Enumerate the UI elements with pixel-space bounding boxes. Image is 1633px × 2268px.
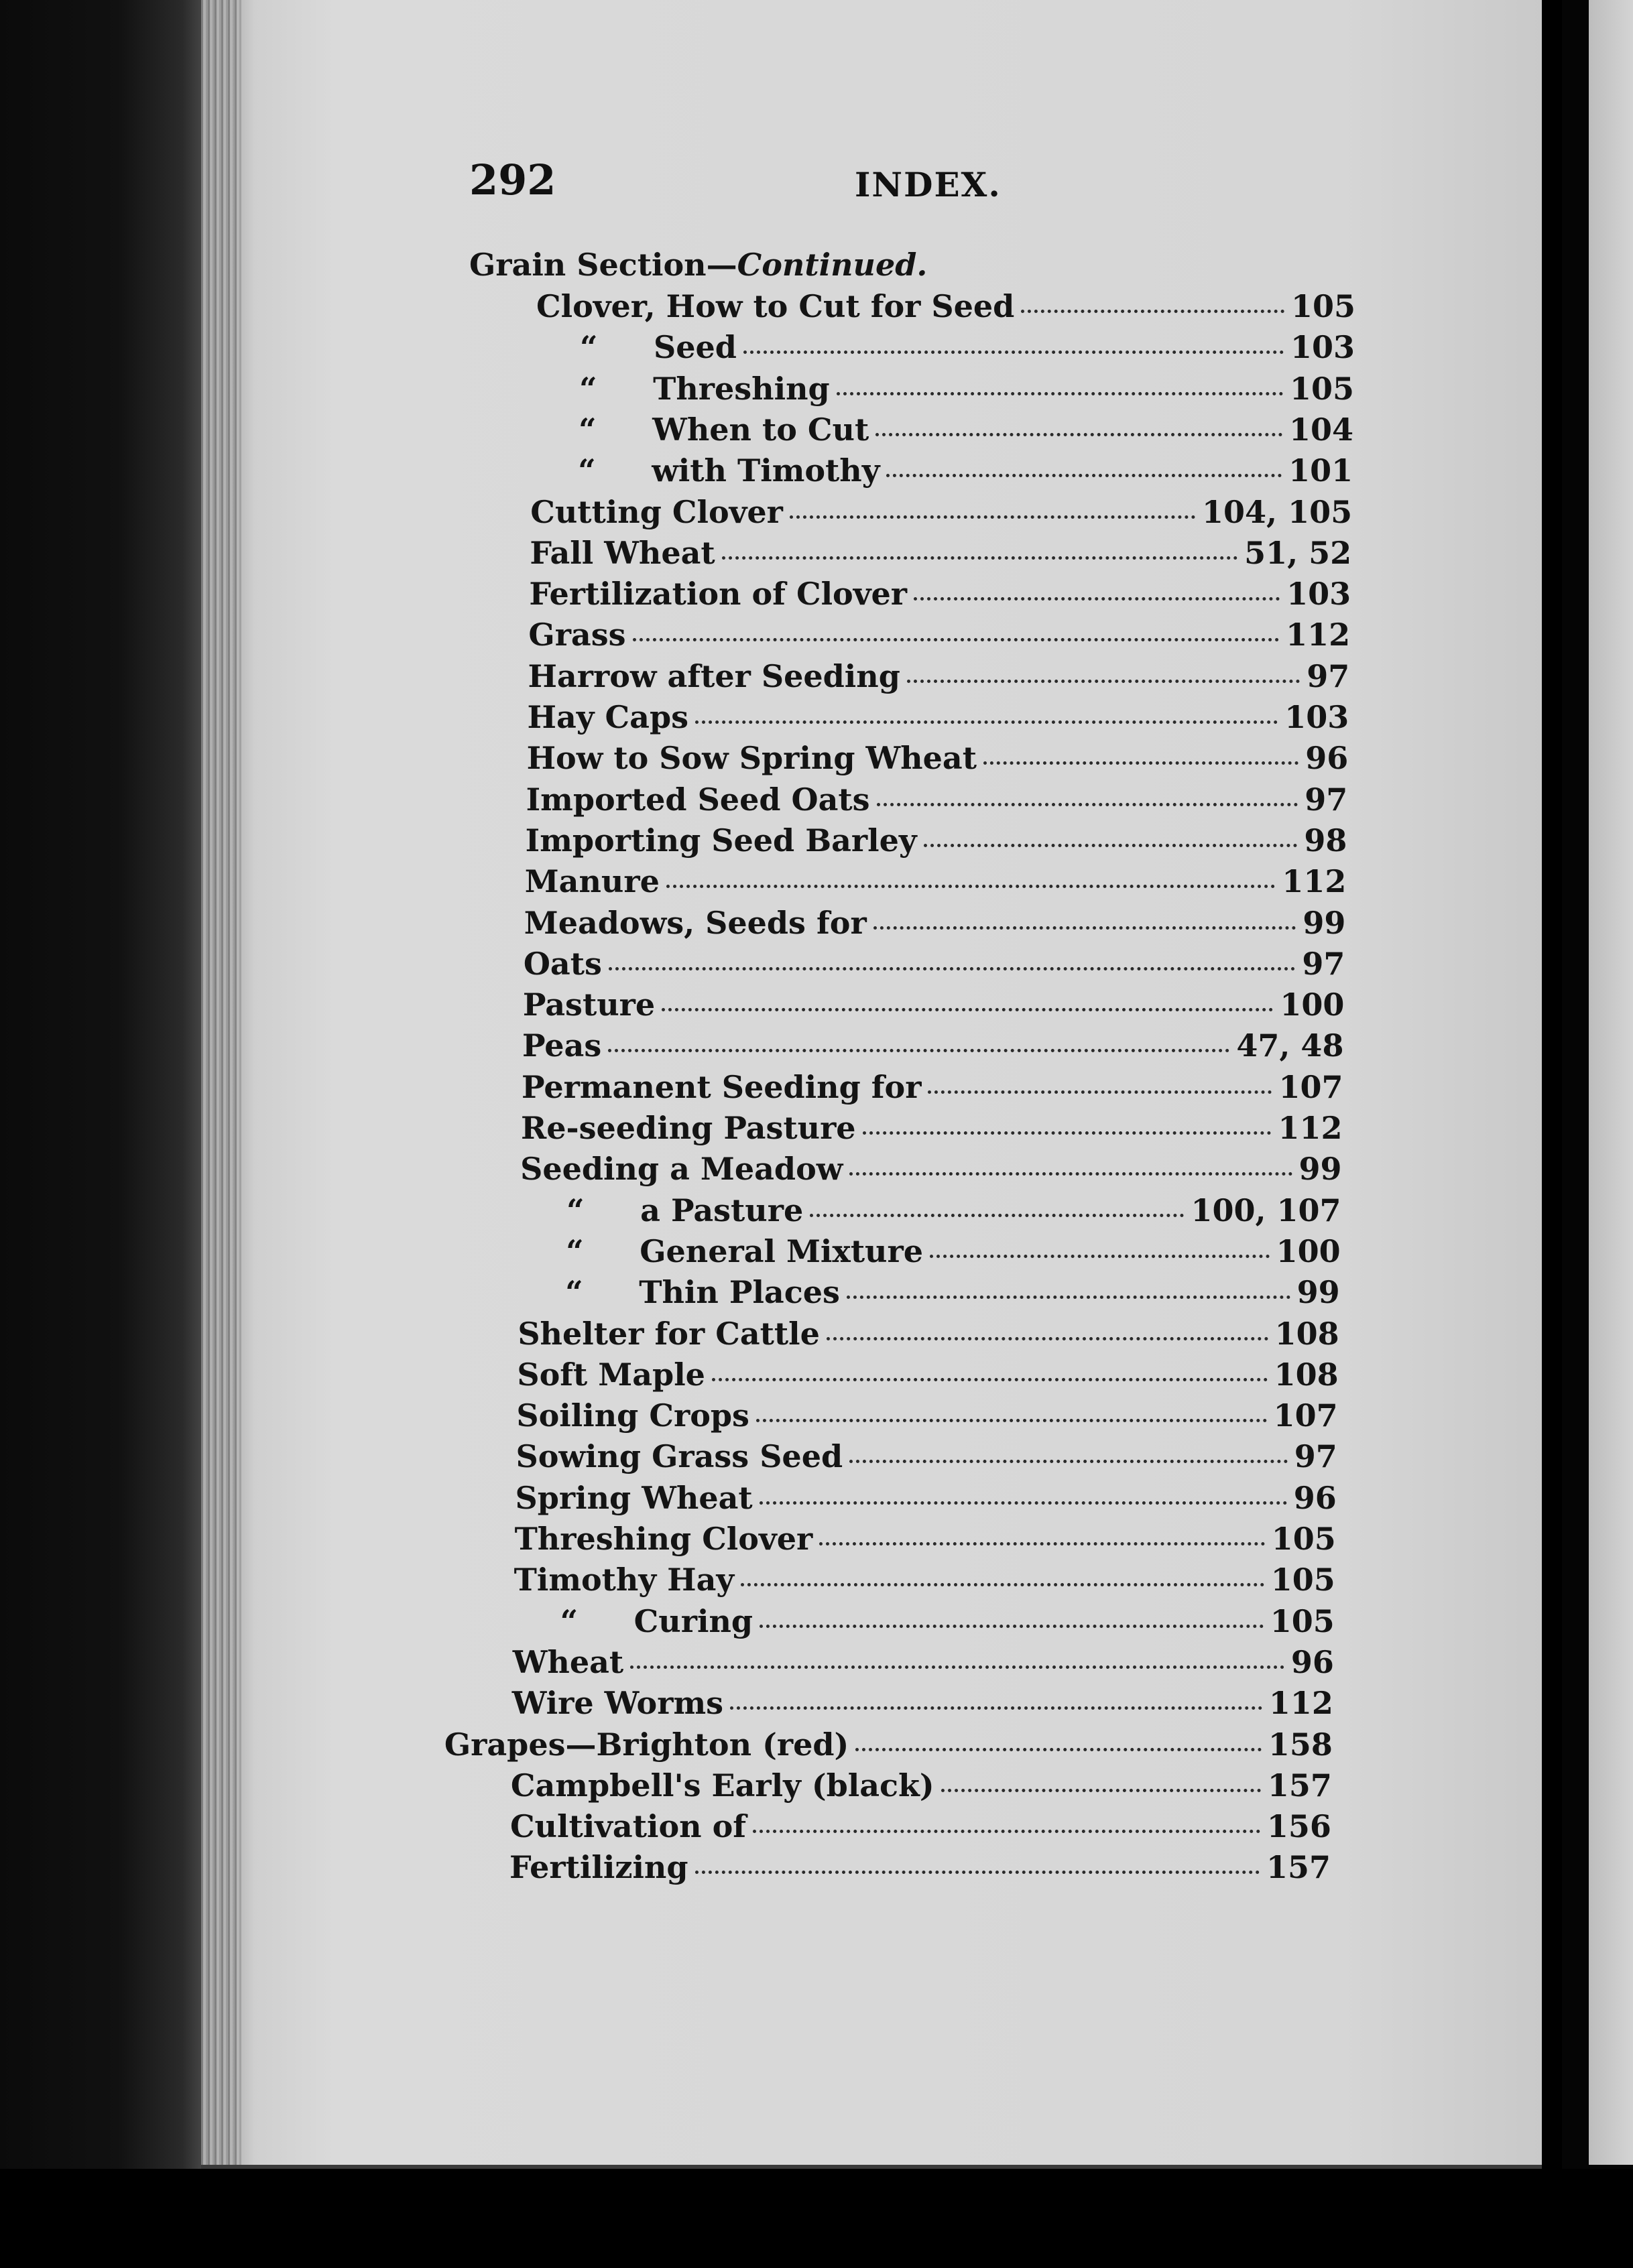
- index-entry: [516, 1438, 1337, 1478]
- entry-text: Soft Maple: [517, 1356, 705, 1393]
- ditto-mark: “: [560, 1602, 579, 1639]
- entry-label: [526, 822, 917, 859]
- index-entry: [528, 658, 1349, 698]
- entry-pages: 97: [1307, 657, 1350, 694]
- entry-pages: 112: [1282, 863, 1347, 900]
- entry-pages: 112: [1286, 617, 1351, 653]
- ditto-mark: “: [566, 1192, 585, 1228]
- entry-label: [522, 1069, 921, 1105]
- entry-label: [531, 452, 880, 489]
- index-entry: [532, 412, 1353, 452]
- entry-label: [520, 1192, 803, 1228]
- entry-label: [519, 1233, 923, 1269]
- entry-pages: 97: [1302, 945, 1345, 982]
- index-entry: [511, 1767, 1332, 1808]
- entry-text: Fertilizing: [509, 1849, 688, 1886]
- entry-pages: 157: [1267, 1767, 1332, 1804]
- index-entry: [536, 288, 1355, 328]
- entry-text: Hay Caps: [527, 699, 689, 735]
- index-entry: [517, 1357, 1338, 1397]
- entry-label: [518, 1316, 820, 1352]
- entry-pages: 47, 48: [1236, 1027, 1344, 1064]
- dot-leader: [875, 433, 1282, 436]
- entry-pages: 96: [1290, 1643, 1334, 1680]
- dot-leader: [741, 1583, 1264, 1586]
- entry-pages: 157: [1266, 1849, 1331, 1886]
- entry-text: Fall Wheat: [530, 534, 715, 571]
- entry-pages: 112: [1278, 1110, 1343, 1146]
- index-entry: [444, 1726, 1333, 1767]
- index-entry: [512, 1685, 1333, 1725]
- entry-text: Pasture: [522, 987, 656, 1023]
- index-entry: [520, 1192, 1341, 1233]
- dot-leader: [810, 1214, 1184, 1217]
- index-entry: [518, 1274, 1339, 1314]
- scan-bottom-margin: [0, 2169, 1633, 2268]
- index-entry: [520, 1151, 1341, 1191]
- dot-leader: [855, 1748, 1262, 1751]
- dot-leader: [886, 474, 1282, 477]
- entry-label: [513, 1603, 753, 1639]
- entry-label: [527, 740, 977, 776]
- entry-label: [528, 617, 625, 653]
- dot-leader: [630, 1665, 1284, 1669]
- entry-label: [528, 699, 689, 735]
- dot-leader: [877, 803, 1298, 806]
- entry-text: Thin Places: [639, 1274, 840, 1311]
- entry-pages: 99: [1296, 1274, 1340, 1311]
- entry-label: [524, 946, 602, 982]
- ditto-mark: “: [565, 1274, 583, 1311]
- index-entry: [516, 1397, 1337, 1438]
- entry-text: Seed: [654, 329, 737, 366]
- index-entry: [529, 576, 1351, 616]
- entry-pages: 99: [1298, 1151, 1342, 1188]
- index-entry: [523, 987, 1345, 1027]
- index-entry: [519, 1233, 1340, 1273]
- dot-leader: [712, 1378, 1268, 1381]
- entry-text: Peas: [522, 1027, 602, 1064]
- index-entry: [528, 617, 1350, 657]
- entry-pages: 101: [1288, 452, 1353, 489]
- index-entry: [531, 452, 1353, 493]
- dot-leader: [662, 1008, 1273, 1011]
- entry-pages: 103: [1286, 576, 1351, 613]
- dot-leader: [928, 1090, 1272, 1094]
- entry-text: Cultivation of: [509, 1808, 747, 1845]
- index-entry: [524, 946, 1345, 986]
- entry-text: Soiling Crops: [516, 1397, 749, 1434]
- entry-text: Shelter for Cattle: [518, 1315, 820, 1352]
- entry-label: [516, 1397, 749, 1434]
- entry-label: [520, 1151, 843, 1187]
- dot-leader: [633, 638, 1280, 641]
- entry-pages: 105: [1270, 1562, 1335, 1598]
- entry-label: [517, 1357, 705, 1393]
- entry-label: [526, 781, 870, 818]
- entry-text: Wheat: [512, 1643, 624, 1680]
- entry-pages: 105: [1270, 1602, 1335, 1639]
- index-entry: [515, 1521, 1336, 1561]
- entry-text: Oats: [523, 945, 602, 982]
- entry-pages: 112: [1268, 1685, 1333, 1722]
- entry-pages: 158: [1268, 1726, 1333, 1763]
- dot-leader: [760, 1625, 1264, 1628]
- index-entry: [510, 1808, 1331, 1848]
- entry-text: Spring Wheat: [515, 1479, 753, 1516]
- entry-pages: 97: [1305, 781, 1348, 818]
- index-entry: [516, 1480, 1337, 1520]
- dot-leader: [609, 967, 1296, 970]
- index-entry: [522, 1069, 1343, 1109]
- dot-leader: [1021, 310, 1284, 313]
- entry-text: Imported Seed Oats: [526, 781, 870, 818]
- dot-leader: [760, 1501, 1287, 1505]
- index-entry: [513, 1603, 1335, 1643]
- dot-leader: [849, 1172, 1292, 1176]
- entry-text: Fertilization of Clover: [529, 576, 907, 613]
- page-title: INDEX.: [855, 165, 1002, 204]
- index-entry: [524, 905, 1346, 945]
- dot-leader: [873, 926, 1296, 930]
- entry-text: with Timothy: [652, 452, 880, 489]
- entry-text: General Mixture: [640, 1233, 924, 1269]
- ditto-mark: “: [566, 1233, 584, 1269]
- entry-text: Importing Seed Barley: [525, 822, 917, 859]
- entry-label: [524, 905, 867, 941]
- entry-pages: 51, 52: [1244, 534, 1352, 571]
- dot-leader: [756, 1419, 1267, 1422]
- entry-label: [532, 412, 869, 448]
- entry-label: [536, 288, 1014, 324]
- entry-text: Wire Worms: [511, 1685, 724, 1722]
- index-entry: [521, 1110, 1342, 1150]
- dot-leader: [819, 1542, 1265, 1546]
- entry-label: [523, 987, 655, 1023]
- index-entry: [526, 822, 1347, 863]
- dot-leader: [847, 1296, 1290, 1299]
- index-entry: [514, 1562, 1335, 1602]
- entry-text: Manure: [524, 863, 660, 900]
- dot-leader: [666, 885, 1275, 888]
- index-entry: [526, 781, 1348, 822]
- index-entry: [522, 1027, 1344, 1068]
- dot-leader: [941, 1789, 1261, 1792]
- entry-pages: 107: [1278, 1068, 1343, 1105]
- dot-leader: [730, 1706, 1262, 1710]
- ditto-mark: “: [579, 411, 597, 448]
- dot-leader: [827, 1337, 1268, 1340]
- entry-text: Seeding a Meadow: [520, 1151, 843, 1188]
- entry-pages: 105: [1271, 1521, 1336, 1557]
- entry-text: When to Cut: [652, 411, 869, 448]
- index-entry: [532, 371, 1354, 411]
- entry-label: [529, 576, 907, 612]
- entry-text: Permanent Seeding for: [522, 1068, 922, 1105]
- entry-pages: 103: [1284, 699, 1349, 735]
- entry-pages: 107: [1273, 1397, 1338, 1434]
- entry-text: Re-seeding Pasture: [521, 1110, 856, 1146]
- entry-text: Threshing: [653, 370, 830, 407]
- entry-text: Timothy Hay: [513, 1562, 735, 1598]
- entry-text: Cutting Clover: [530, 493, 783, 530]
- entry-pages: 105: [1290, 370, 1355, 407]
- dot-leader: [608, 1049, 1229, 1052]
- index-entry: [530, 535, 1351, 575]
- entry-text: Clover, How to Cut for Seed: [536, 288, 1015, 324]
- dot-leader: [753, 1830, 1260, 1833]
- entry-pages: 100: [1280, 987, 1345, 1023]
- entry-pages: 108: [1274, 1315, 1339, 1352]
- entry-label: [525, 863, 660, 899]
- entry-pages: 100: [1276, 1233, 1341, 1269]
- index-entry: [525, 863, 1347, 903]
- entry-text: Curing: [633, 1602, 753, 1639]
- dot-leader: [863, 1131, 1272, 1135]
- entry-pages: 156: [1266, 1808, 1331, 1845]
- dot-leader: [983, 761, 1298, 765]
- dot-leader: [930, 1255, 1270, 1258]
- ditto-mark: “: [578, 452, 596, 489]
- ditto-mark: “: [580, 329, 598, 366]
- entry-pages: 98: [1304, 822, 1347, 859]
- entry-text: Meadows, Seeds for: [524, 904, 867, 941]
- entry-text: How to Sow Spring Wheat: [526, 740, 977, 777]
- dot-leader: [695, 1871, 1260, 1874]
- dot-leader: [914, 597, 1280, 601]
- entry-pages: 108: [1274, 1356, 1339, 1393]
- entry-label: [444, 1726, 849, 1763]
- index-entry: [513, 1644, 1334, 1684]
- entry-label: [530, 535, 715, 571]
- entry-label: [518, 1274, 840, 1310]
- dot-leader: [837, 392, 1283, 395]
- ditto-mark: “: [579, 370, 597, 407]
- entry-text: Sowing Grass Seed: [516, 1438, 843, 1475]
- entry-label: [512, 1685, 723, 1721]
- dot-leader: [695, 720, 1278, 724]
- entry-pages: 96: [1305, 740, 1349, 777]
- entry-pages: 99: [1303, 904, 1346, 941]
- entry-label: [513, 1644, 623, 1680]
- entry-label: [528, 658, 900, 694]
- entry-label: [515, 1521, 813, 1557]
- entry-label: [522, 1027, 601, 1064]
- entry-pages: 105: [1290, 288, 1355, 324]
- entry-label: [511, 1767, 934, 1804]
- section-name: Grain Section—Continued.: [469, 247, 928, 283]
- entry-label: [533, 329, 737, 365]
- entry-label: [532, 371, 830, 407]
- entry-pages: 103: [1290, 329, 1355, 366]
- dot-leader: [722, 556, 1237, 560]
- entry-text: a Pasture: [640, 1192, 804, 1228]
- entry-text: Harrow after Seeding: [528, 657, 900, 694]
- entry-label: [509, 1849, 688, 1885]
- dot-leader: [849, 1460, 1288, 1463]
- entry-label: [514, 1562, 735, 1598]
- entry-pages: 97: [1294, 1438, 1337, 1475]
- index-entry: [528, 699, 1349, 739]
- dot-leader: [743, 351, 1284, 354]
- entry-label: [516, 1480, 753, 1516]
- entry-text: Threshing Clover: [514, 1521, 813, 1557]
- entry-pages: 104: [1289, 411, 1354, 448]
- entry-label: [530, 494, 783, 530]
- dot-leader: [907, 680, 1300, 683]
- entry-label: [521, 1110, 856, 1146]
- index-entry: [533, 329, 1355, 369]
- entry-label: [516, 1438, 843, 1474]
- index-entry: [509, 1849, 1331, 1889]
- entry-text: Campbell's Early (black): [510, 1767, 934, 1804]
- entry-pages: 100, 107: [1191, 1192, 1341, 1228]
- dot-leader: [790, 515, 1195, 519]
- entry-pages: 96: [1293, 1479, 1337, 1516]
- index-entry: [518, 1316, 1339, 1356]
- entry-label: [510, 1808, 746, 1844]
- page-number: 292: [469, 155, 556, 204]
- index-entry: [530, 494, 1352, 534]
- entry-text: Grapes—Brighton (red): [444, 1726, 849, 1763]
- dot-leader: [924, 844, 1298, 847]
- entry-text: Grass: [528, 617, 626, 653]
- index-entry: [527, 740, 1349, 780]
- entry-pages: 104, 105: [1202, 493, 1353, 530]
